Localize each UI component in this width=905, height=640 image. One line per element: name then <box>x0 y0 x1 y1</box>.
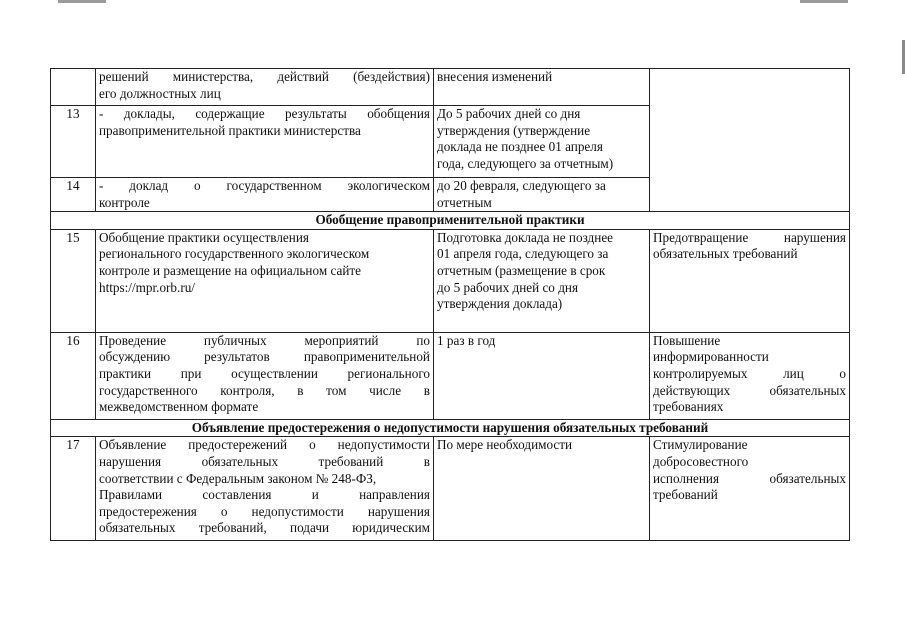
activity-line: - доклады, содержащие результаты обобщения <box>99 106 430 121</box>
term-cell <box>434 178 650 212</box>
term-line: до 20 февраля, следующего за <box>437 178 606 193</box>
result-line: обязательных требований <box>653 246 798 262</box>
activity-line: предостережения о недопустимости нарушения <box>99 503 430 519</box>
term-line: до 5 рабочих дней со дня <box>437 279 579 295</box>
table-row <box>51 332 850 419</box>
result-line: Повышение <box>653 332 721 348</box>
activity-cell <box>96 229 434 332</box>
measures-table <box>50 68 850 541</box>
section-row <box>51 212 850 230</box>
term-line: утверждения (утверждение <box>437 122 591 138</box>
scan-artifact-top-left <box>58 0 106 3</box>
result-cell <box>650 229 850 332</box>
term-cell: внесения изменений <box>434 69 650 106</box>
activity-cell <box>96 69 434 106</box>
activity-line: https://mpr.orb.ru/ <box>99 279 195 295</box>
activity-cell <box>96 437 434 541</box>
row-number: 15 <box>51 229 96 332</box>
row-number <box>51 69 96 106</box>
result-line: Стимулирование <box>653 437 748 453</box>
activity-line: решений министерства, действий (бездействия) <box>99 69 430 84</box>
activity-line: его должностных лиц <box>99 85 221 101</box>
term-line: Подготовка доклада не позднее <box>437 229 614 245</box>
activity-line: - доклад о государственном экологическом <box>99 178 430 193</box>
table-row <box>51 437 850 541</box>
result-line: исполнения обязательных <box>653 470 846 486</box>
result-line: добросовестного <box>653 453 749 469</box>
section-heading: Обобщение правоприменительной практики <box>51 212 850 230</box>
section-heading: Объявление предостережения о недопустимости нарушения обязательных требований <box>51 419 850 437</box>
term-line: утверждения доклада) <box>437 296 563 312</box>
activity-cell <box>96 332 434 419</box>
term-cell: 1 раз в год <box>434 332 650 419</box>
activity-line: нарушения обязательных требований в <box>99 453 430 469</box>
activity-cell <box>96 106 434 178</box>
row-number: 13 <box>51 106 96 178</box>
scan-artifact-top-right <box>800 0 848 3</box>
table-row <box>51 69 850 106</box>
term-line: 01 апреля года, следующего за <box>437 246 609 262</box>
activity-line: контроле и размещение на официальном сайте <box>99 262 362 278</box>
result-cell <box>650 69 850 212</box>
activity-line: Проведение публичных мероприятий по <box>99 332 430 348</box>
activity-line: правоприменительной практики министерства <box>99 122 361 138</box>
activity-line: межведомственном формате <box>99 399 259 415</box>
result-line: информированности <box>653 349 769 365</box>
result-cell <box>650 332 850 419</box>
term-line: отчетным (размещение в срок <box>437 262 606 278</box>
result-line: требований <box>653 487 718 503</box>
term-cell <box>434 229 650 332</box>
result-cell <box>650 437 850 541</box>
activity-line: обязательных требований, подачи юридическим <box>99 520 430 536</box>
activity-line: Обобщение практики осуществления <box>99 229 309 245</box>
term-line: отчетным <box>437 194 492 210</box>
term-cell <box>434 106 650 178</box>
term-cell: По мере необходимости <box>434 437 650 541</box>
activity-line: обсуждению результатов правоприменительной <box>99 349 430 365</box>
activity-line: контроле <box>99 194 150 210</box>
term-line: года, следующего за отчетным) <box>437 155 614 171</box>
section-row <box>51 419 850 437</box>
row-number: 17 <box>51 437 96 541</box>
row-number: 14 <box>51 178 96 212</box>
activity-line: соответствии с Федеральным законом № 248-ФЗ, <box>99 470 377 486</box>
activity-cell <box>96 178 434 212</box>
activity-line: государственного контроля, в том числе в <box>99 382 430 398</box>
term-line: доклада не позднее 01 апреля <box>437 139 603 155</box>
result-line: требованиях <box>653 399 724 415</box>
row-number: 16 <box>51 332 96 419</box>
activity-line: Объявление предостережений о недопустимости <box>99 437 430 453</box>
activity-line: Правилами составления и направления <box>99 487 430 503</box>
activity-line: практики при осуществлении регионального <box>99 365 430 381</box>
activity-line: регионального государственного экологическом <box>99 246 370 262</box>
term-line: До 5 рабочих дней со дня <box>437 106 581 121</box>
result-line: контролируемых лиц о <box>653 365 846 381</box>
result-line: Предотвращение нарушения <box>653 229 846 245</box>
table-row <box>51 229 850 332</box>
result-line: действующих обязательных <box>653 382 846 398</box>
